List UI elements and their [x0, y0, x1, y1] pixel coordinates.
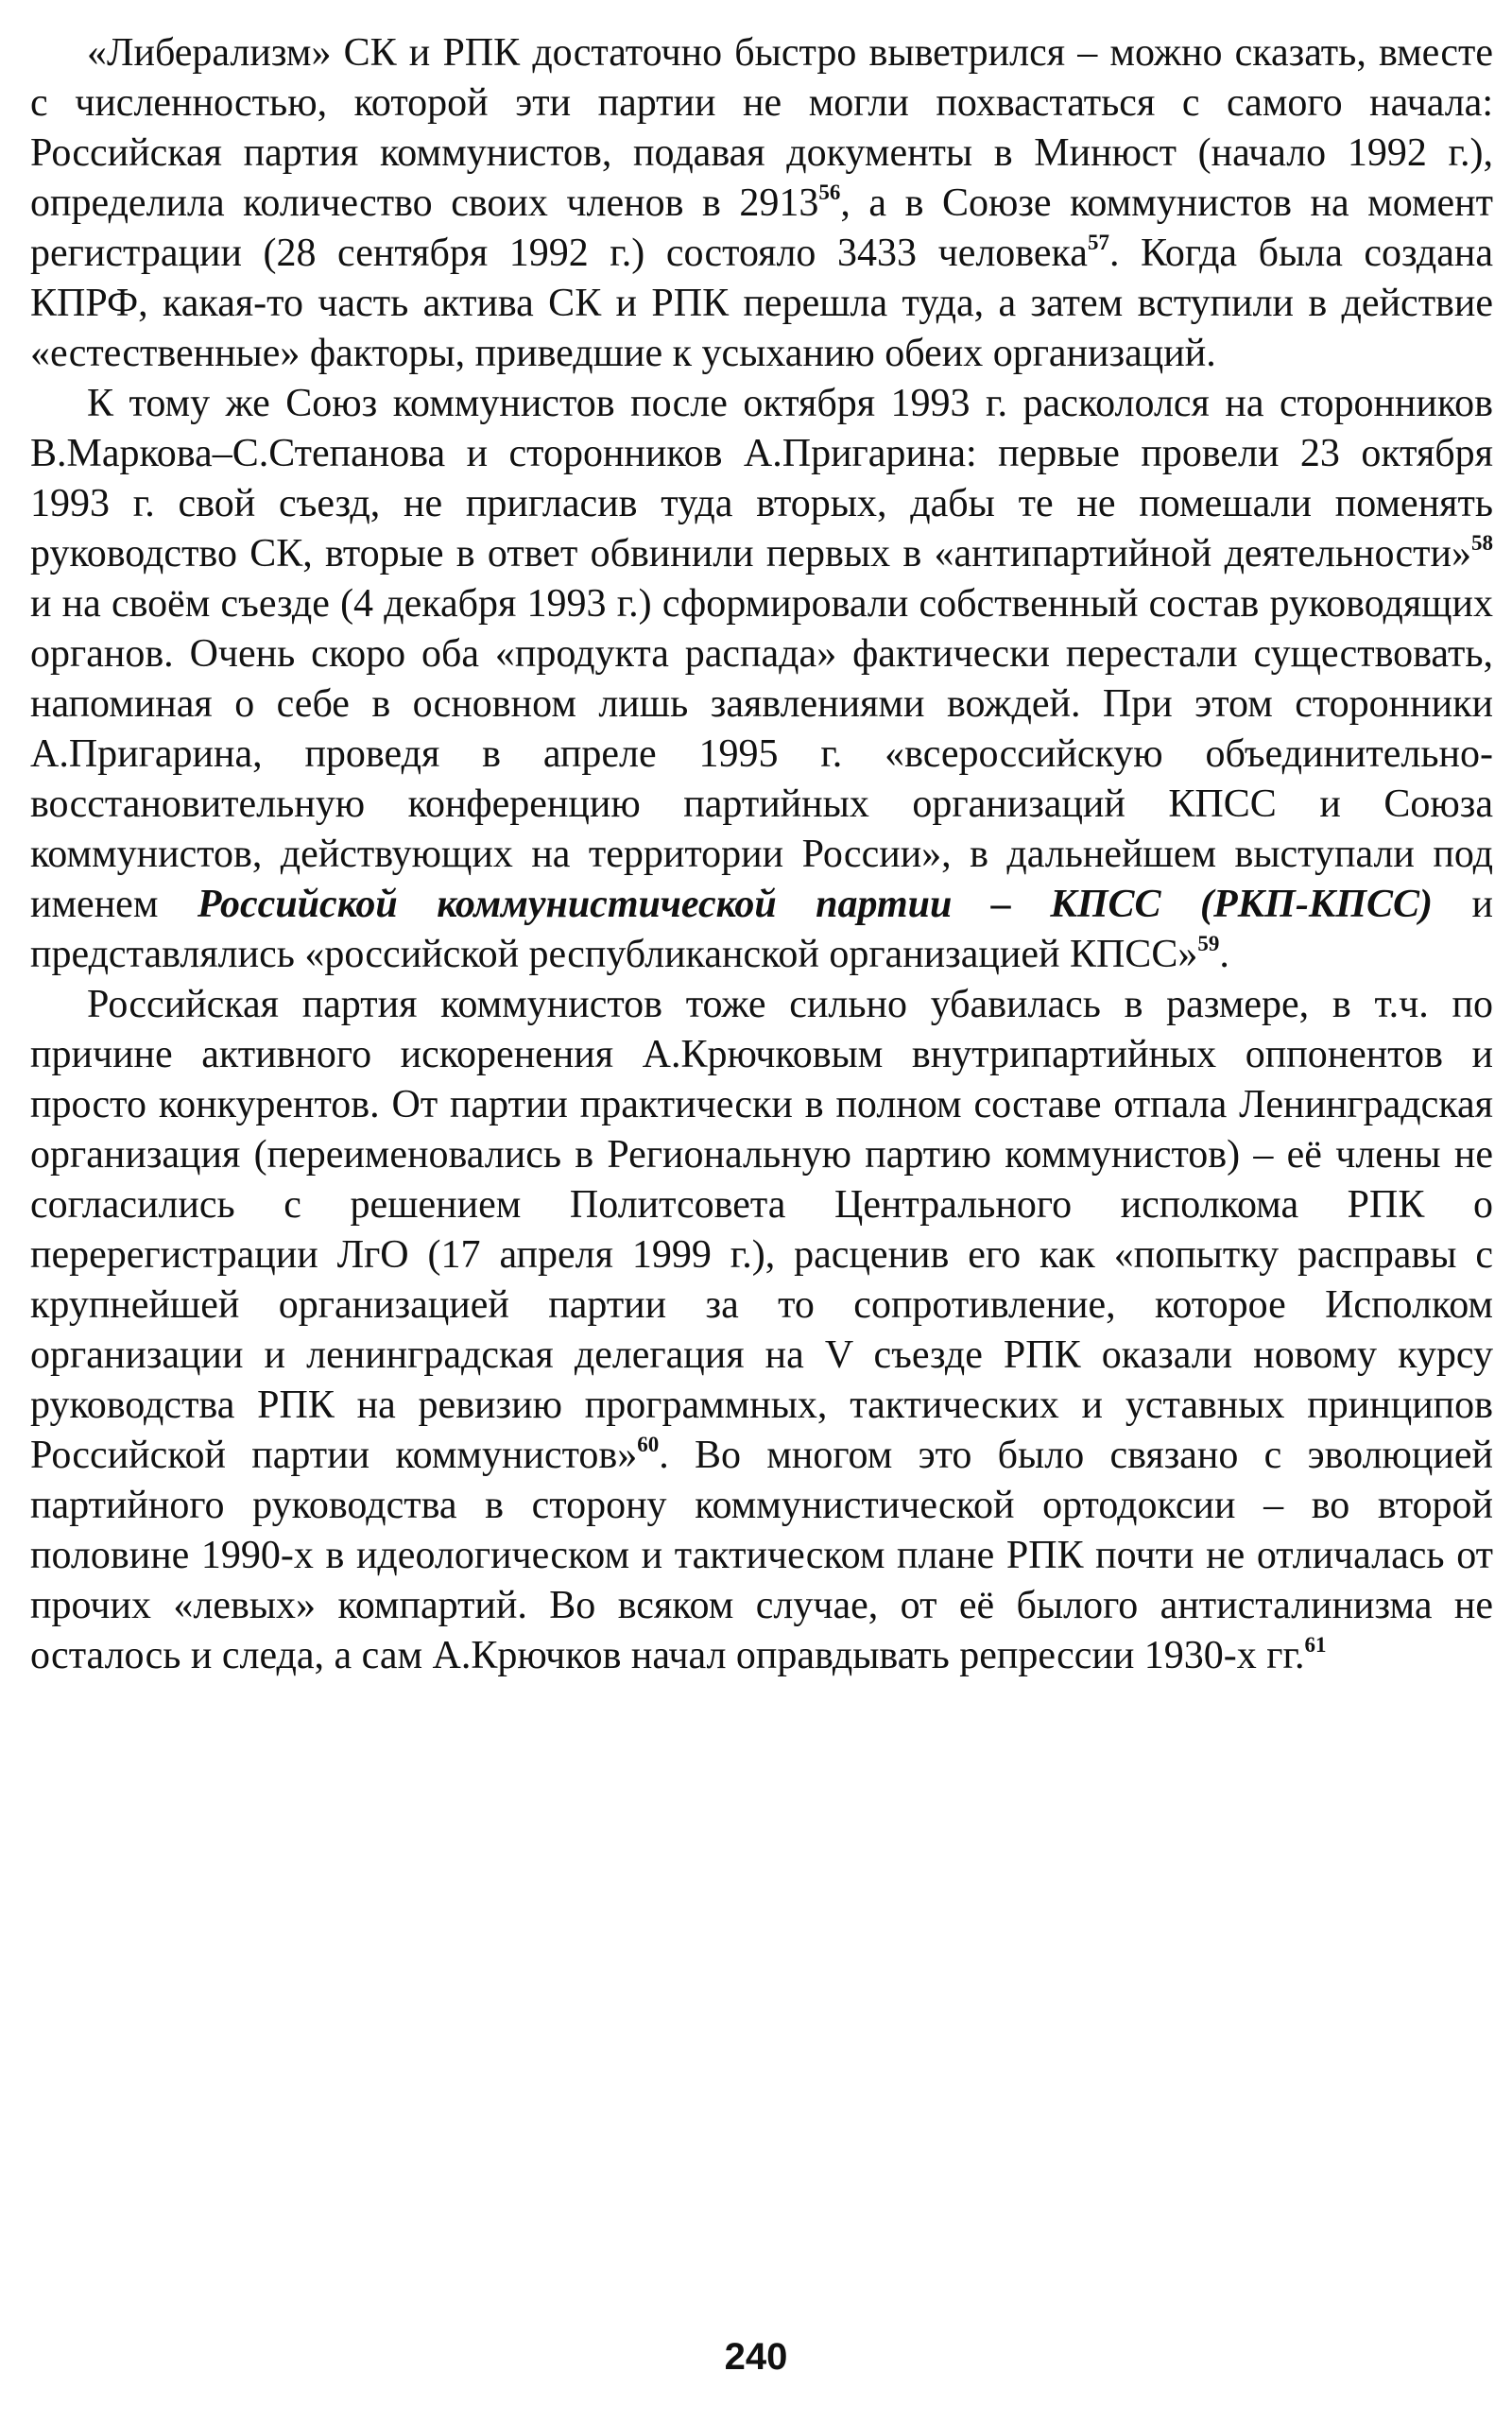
paragraph-text: и представлялись «российской республиканской организацией КПСС»: [30, 883, 1493, 976]
footnote-ref-60: 60: [637, 1433, 660, 1456]
paragraph-2: [30, 379, 1493, 980]
footnote-ref-58: 58: [1471, 531, 1493, 555]
paragraph-text: .: [1219, 933, 1229, 976]
paragraph-text: , а в Союзе коммунистов на момент регистрации (28 сентября 1992 г.) состояло 3433 человека: [30, 181, 1494, 275]
page-body: [30, 28, 1493, 1681]
paragraph-1: [30, 28, 1493, 379]
page-number: 240: [724, 2336, 788, 2378]
paragraph-text: К тому же Союз коммунистов после октября 1993 г. раскололся на сторонников В.Маркова–С.Степанова и сторонников А.Пригарина: первые провели 23 октября 1993 г. свой съезд, не пригласив туда вторых, дабы те не помешали поменять руководство СК, вторые в ответ обвинили первых в «антипартийной деятельности»: [30, 382, 1493, 576]
paragraph-text: . Когда была создана КПРФ, какая-то часть актива СК и РПК перешла туда, а затем вступили в действие «естественные» факторы, приведшие к усыханию обеих организаций.: [30, 232, 1494, 375]
paragraph-3: [30, 980, 1493, 1681]
party-name-emphasis: Российской коммунистической партии – КПСС (РКП-КПСС): [197, 883, 1434, 926]
paragraph-text: Российская партия коммунистов тоже сильно убавилась в размере, в т.ч. по причине активного искоренения А.Крючковым внутрипартийных оппонентов и просто конкурентов. От партии практически в полном составе отпала Ленинградская организация (переименовались в Региональную партию коммунистов) – её члены не согласились с решением Политсовета Центрального исполкома РПК о перерегистрации ЛгО (17 апреля 1999 г.), расценив его как «попытку расправы с крупнейшей организацией партии за то сопротивление, которое Исполком организации и ленинградская делегация на V съезде РПК оказали новому курсу руководства РПК на ревизию программных, тактических и уставных принципов Российской партии коммунистов»: [30, 983, 1493, 1477]
footnote-ref-56: 56: [818, 180, 841, 204]
paragraph-text: . Во многом это было связано с эволюцией партийного руководства в сторону коммунистической ортодоксии – во второй половине 1990-х в идеологическом и тактическом плане РПК почти не отличалась от прочих «левых» компартий. Во всяком случае, от её былого антисталинизма не осталось и следа, а сам А.Крючков начал оправдывать репрессии 1930-х гг.: [30, 1434, 1493, 1677]
footnote-ref-59: 59: [1197, 932, 1220, 955]
footnote-ref-61: 61: [1304, 1633, 1327, 1657]
paragraph-text: «Либерализм» СК и РПК достаточно быстро выветрился – можно сказать, вместе с численностью, которой эти партии не могли похвастаться с самого начала: Российская партия коммунистов, подавая документы в Минюст (начало 1992 г.), определила количество своих членов в 2913: [30, 31, 1493, 225]
footnote-ref-57: 57: [1087, 231, 1109, 254]
paragraph-text: и на своём съезде (4 декабря 1993 г.) сформировали собственный состав руководящих органов. Очень скоро оба «продукта распада» фактически перестали существовать, напоминая о себе в основном лишь заявлениями вождей. При этом сторонники А.Пригарина, проведя в апреле 1995 г. «всероссийскую объединительно-восстановительную конференцию партийных организаций КПСС и Союза коммунистов, действующих на территории России», в дальнейшем выступали под именем: [30, 582, 1493, 926]
